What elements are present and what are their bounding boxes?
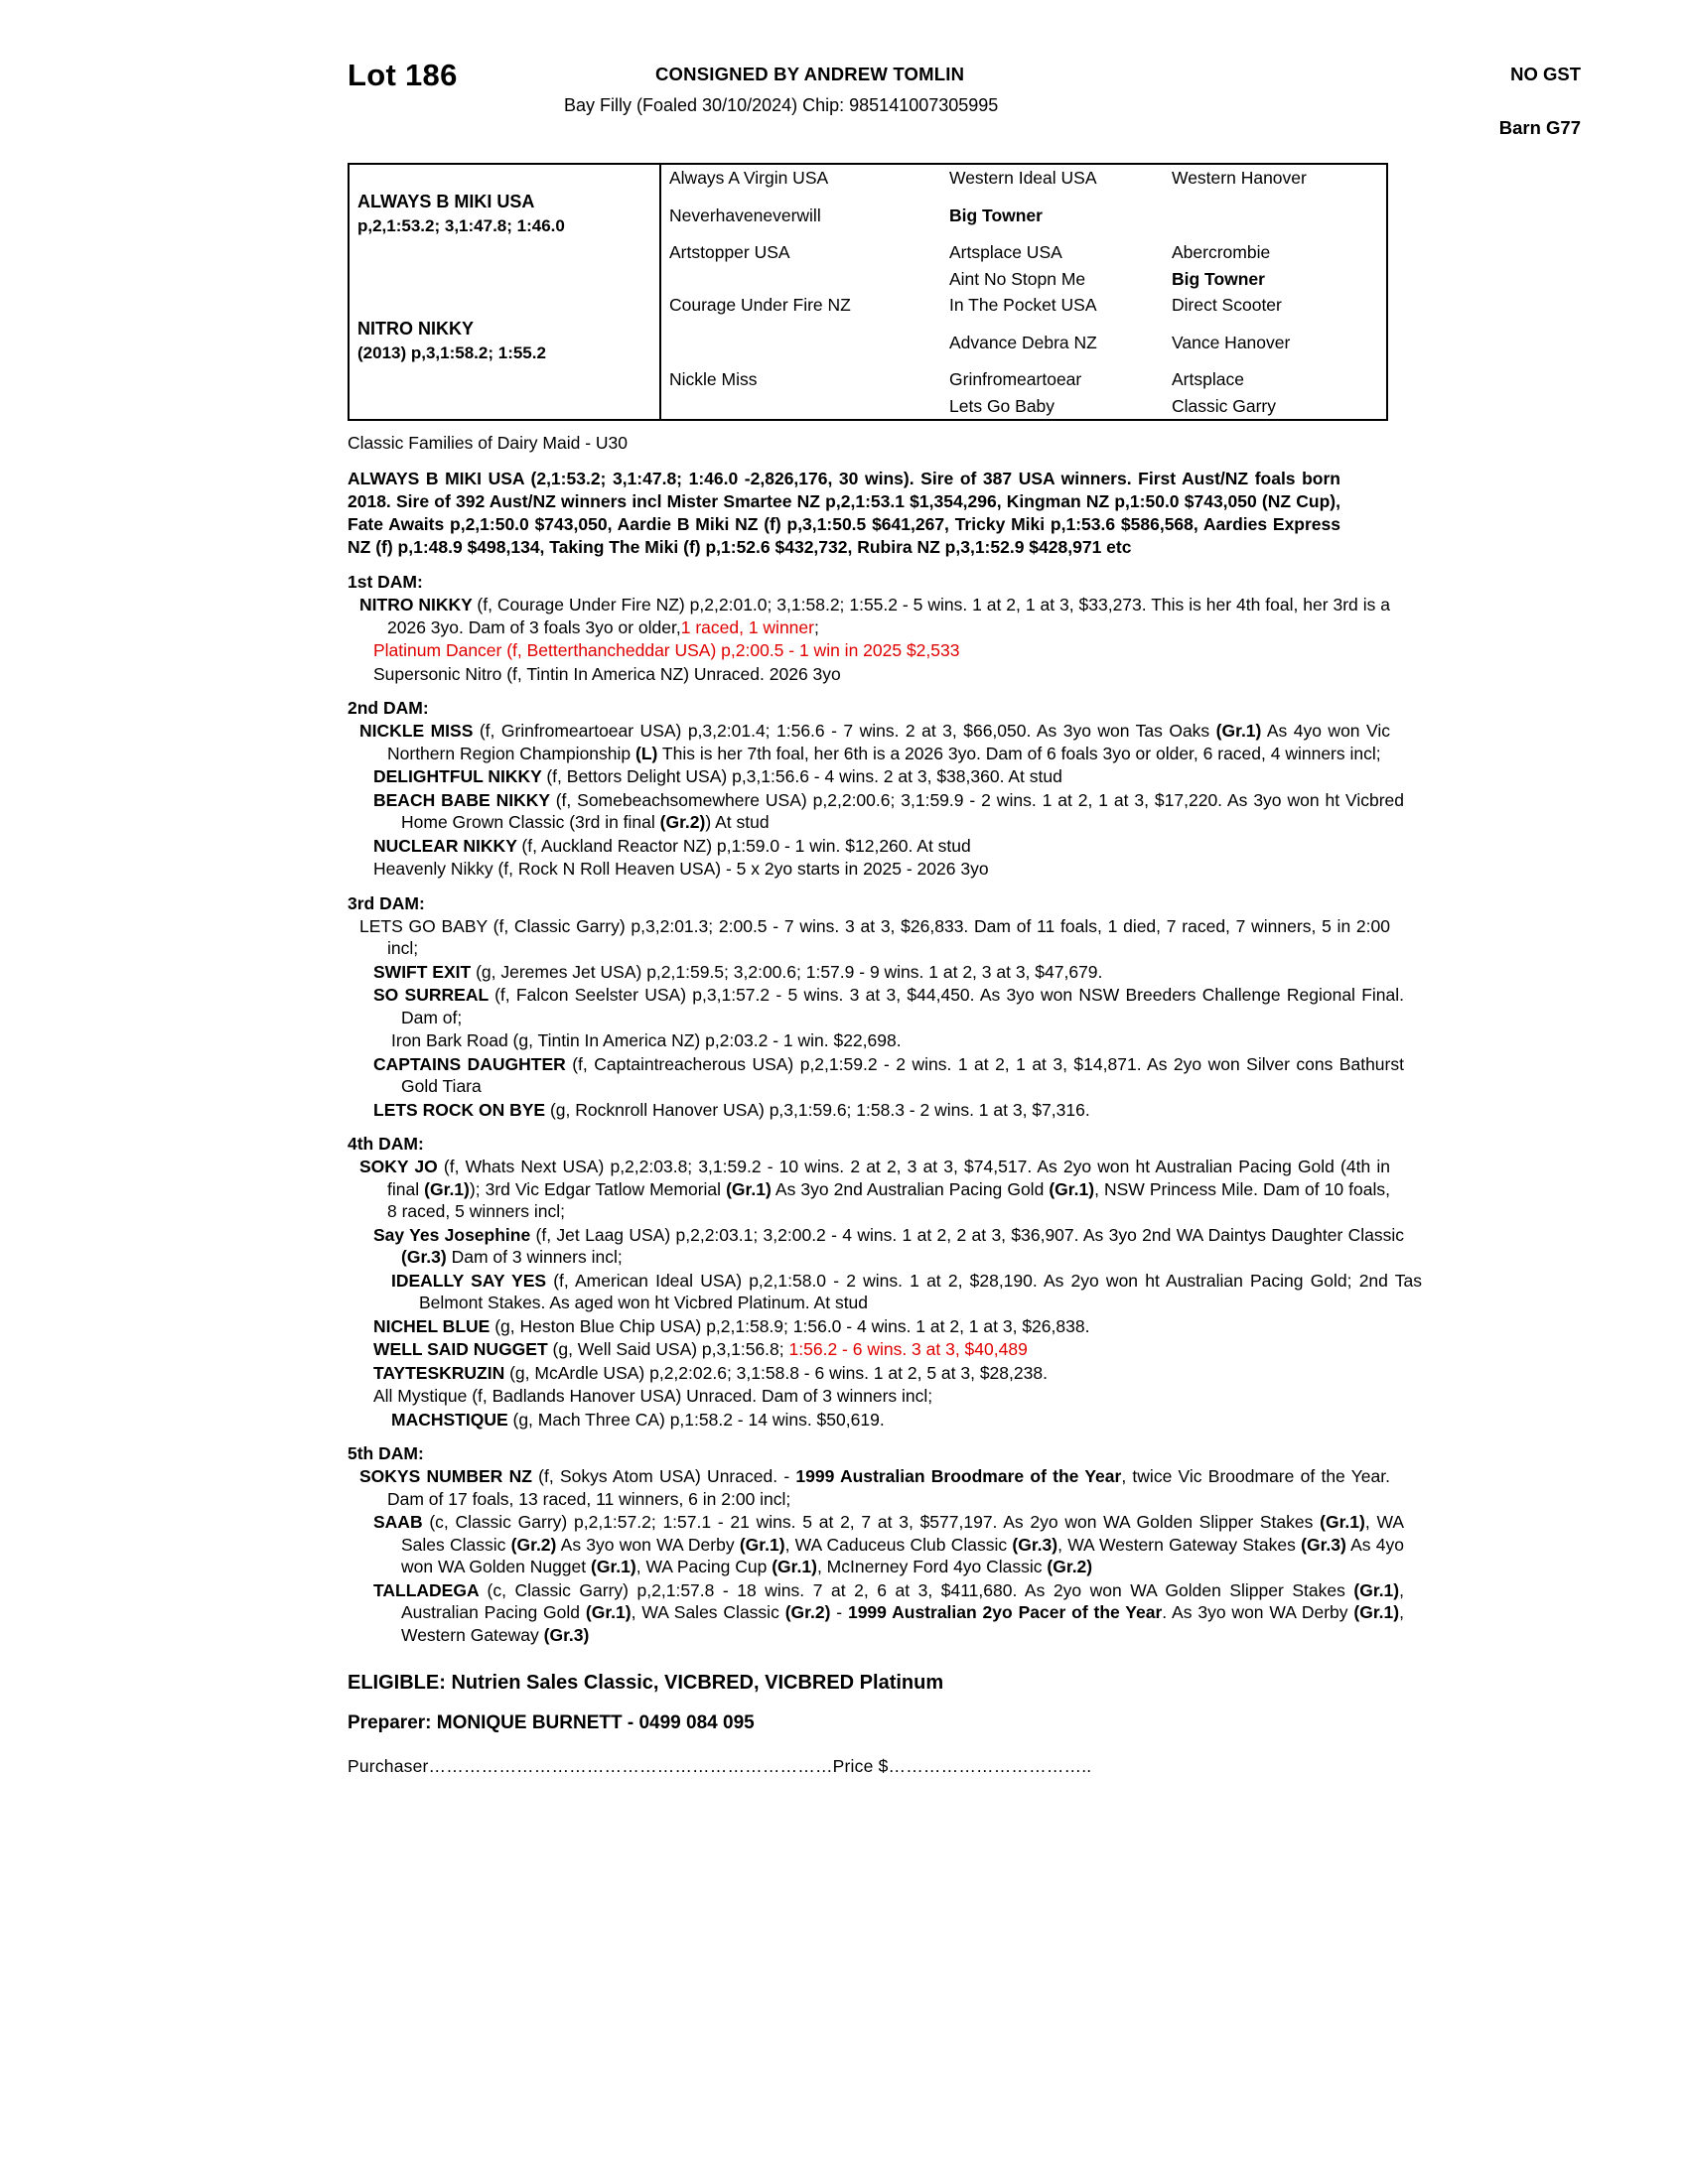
entry-segment: (Gr.1) xyxy=(585,1602,632,1622)
entry-segment: (L) xyxy=(635,743,658,763)
sire-gen2-2: Artstopper USA xyxy=(669,242,790,262)
entry-segment: (Gr.3) xyxy=(543,1624,590,1645)
entry-segment: (g, Heston Blue Chip USA) p,2,1:58.9; 1:56.0 - 4 wins. 1 at 2, 1 at 3, $26,838. xyxy=(494,1315,1090,1336)
entry-segment: (Gr.1) xyxy=(726,1178,772,1199)
entry-segment: As 3yo won WA Derby xyxy=(556,1534,740,1555)
entry-segment: - xyxy=(830,1602,848,1622)
entry-segment: NITRO NIKKY xyxy=(359,595,478,614)
table-row xyxy=(349,164,1387,203)
entry-segment: SAAB xyxy=(373,1512,430,1532)
entry-segment: Heavenly Nikky (f, Rock N Roll Heaven USA) - 5 x 2yo starts in 2025 - 2026 3yo xyxy=(373,859,989,879)
entry-segment: 1999 Australian Broodmare of the Year xyxy=(795,1466,1122,1486)
sire-gen2-1: Always A Virgin USA xyxy=(669,168,829,188)
horse-description: Bay Filly (Foaled 30/10/2024) Chip: 985141007305995 xyxy=(564,95,999,115)
dam-heading: 2nd DAM: xyxy=(348,698,429,718)
entry-segment: NICHEL BLUE xyxy=(373,1315,495,1336)
entry-segment: (f, Somebeachsomewhere USA) p,2,2:00.6; 3,1:59.9 - 2 wins. 1 at 2, 1 at 3, $17,220. As 3yo won ht Vicbred Home Grown Classic (3rd in final xyxy=(401,789,1404,832)
pedigree-entry xyxy=(367,765,1404,788)
pedigree-entry xyxy=(367,1511,1404,1578)
pedigree-entry xyxy=(367,1099,1404,1122)
entry-segment: Say Yes Josephine xyxy=(373,1224,536,1245)
entry-segment: TAYTESKRUZIN xyxy=(373,1362,510,1383)
entry-segment: WELL SAID NUGGET xyxy=(373,1339,553,1359)
entry-segment: (f, Jet Laag USA) p,2,2:03.1; 3,2:00.2 - 4 wins. 1 at 2, 2 at 3, $36,907. As 3yo 2nd WA Daintys Daughter Classic xyxy=(535,1224,1404,1245)
dam-name: NITRO NIKKY xyxy=(357,319,474,339)
entry-segment: As 4yo won WA Golden Nugget xyxy=(401,1534,1404,1576)
table-row xyxy=(349,239,1387,266)
entry-segment: , WA Pacing Cup xyxy=(635,1557,773,1576)
entry-segment: ) At stud xyxy=(705,812,770,832)
entry-segment: , McInerney Ford 4yo Classic xyxy=(816,1557,1048,1576)
pedigree-entry xyxy=(353,915,1390,960)
pedigree-entry xyxy=(353,594,1390,638)
dam-gen4-1: Direct Scooter xyxy=(1172,295,1282,315)
entry-segment: (f, Whats Next USA) p,2,2:03.8; 3,1:59.2 - 10 wins. 2 at 2, 3 at 3, $74,517. As 2yo won ht Australian Pacing Gold (4th in final xyxy=(387,1157,1390,1199)
entry-segment: 1 raced, 1 winner xyxy=(680,616,814,637)
pedigree-entry xyxy=(367,1053,1404,1098)
dam-blank-cell xyxy=(349,366,660,420)
sire-name: ALWAYS B MIKI USA xyxy=(357,192,535,211)
pedigree-table xyxy=(348,163,1388,421)
dam-heading: 1st DAM: xyxy=(348,572,423,592)
entry-segment: , twice Vic Broodmare of the Year. Dam of 17 foals, 13 raced, 11 winners, 6 in 2:00 incl; xyxy=(387,1466,1390,1509)
pedigree-entry xyxy=(367,961,1404,984)
dam-heading: 3rd DAM: xyxy=(348,892,425,913)
entry-segment: NUCLEAR NIKKY xyxy=(373,835,522,856)
consignor-line: CONSIGNED BY ANDREW TOMLIN xyxy=(655,64,965,84)
entry-segment: SOKYS NUMBER NZ xyxy=(359,1466,539,1486)
pedigree-entry xyxy=(367,1338,1404,1361)
sire-gen4-3: Abercrombie xyxy=(1172,242,1271,262)
pedigree-entry xyxy=(353,1465,1390,1510)
entry-segment: Platinum Dancer (f, Betterthancheddar USA) p,2:00.5 - 1 win in 2025 $2,533 xyxy=(373,640,960,660)
dam-gen3-1: In The Pocket USA xyxy=(949,295,1097,315)
entry-segment: (Gr.2) xyxy=(659,812,706,832)
pedigree-entry xyxy=(367,1362,1404,1385)
entry-segment: (f, Captaintreacherous USA) p,2,1:59.2 - 2 wins. 1 at 2, 1 at 3, $14,871. As 2yo won Silver cons Bathurst Gold Tiara xyxy=(401,1053,1404,1096)
entry-segment: MACHSTIQUE xyxy=(391,1409,513,1430)
entry-segment: (g, Well Said USA) p,3,1:56.8; xyxy=(552,1339,789,1359)
dam-cell xyxy=(349,292,660,366)
sire-times: p,2,1:53.2; 3,1:47.8; 1:46.0 xyxy=(357,215,565,235)
sire-gen4-2: Big Towner xyxy=(949,205,1043,225)
entry-segment: (Gr.2) xyxy=(784,1602,831,1622)
entry-segment: (f, Falcon Seelster USA) p,3,1:57.2 - 5 wins. 3 at 3, $44,450. As 3yo won NSW Breeders Challenge Regional Final. Dam of; xyxy=(401,985,1405,1027)
gst-status: NO GST xyxy=(1510,64,1581,84)
pedigree-entry xyxy=(353,720,1390,764)
dam-gen3-3: Grinfromeartoear xyxy=(949,369,1082,389)
entry-segment: NICKLE MISS xyxy=(359,721,480,741)
pedigree-entry xyxy=(385,1270,1422,1314)
sire-gen4-4: Big Towner xyxy=(1172,268,1265,289)
eligibility-line: ELIGIBLE: Nutrien Sales Classic, VICBRED, VICBRED Platinum xyxy=(348,1672,944,1694)
entry-segment: This is her 7th foal, her 6th is a 2026 3yo. Dam of 6 foals 3yo or older, 6 raced, 4 winners incl; xyxy=(657,743,1381,763)
entry-segment: , WA Sales Classic xyxy=(631,1602,785,1622)
pedigree-entry xyxy=(367,1385,1404,1408)
entry-segment: (f, American Ideal USA) p,2,1:58.0 - 2 wins. 1 at 2, $28,190. As 2yo won ht Australian Pacing Gold; 2nd Tas Belmont Stakes. As aged won ht Vicbred Platinum. At stud xyxy=(419,1270,1422,1312)
entry-segment: LETS GO BABY (f, Classic Garry) p,3,2:01.3; 2:00.5 - 7 wins. 3 at 3, $26,833. Dam of 11 foals, 1 died, 7 raced, 7 winners, 5 in 2:00 incl; xyxy=(359,915,1390,958)
dam-gen3-4: Lets Go Baby xyxy=(949,395,1055,416)
entry-segment: LETS ROCK ON BYE xyxy=(373,1099,550,1120)
entry-segment: SWIFT EXIT xyxy=(373,961,477,982)
entry-segment: (Gr.3) xyxy=(1301,1534,1346,1555)
table-row xyxy=(349,292,1387,330)
preparer-line: Preparer: MONIQUE BURNETT - 0499 084 095 xyxy=(348,1712,755,1733)
barn-number: Barn G77 xyxy=(1498,117,1581,138)
sire-gen3-3: Artsplace USA xyxy=(949,242,1062,262)
pedigree-entry xyxy=(367,984,1404,1028)
entry-segment: All Mystique (f, Badlands Hanover USA) Unraced. Dam of 3 winners incl; xyxy=(373,1386,933,1406)
pedigree-entry xyxy=(367,789,1404,834)
classic-families-line: Classic Families of Dairy Maid - U30 xyxy=(348,433,629,453)
pedigree-entry xyxy=(367,858,1404,881)
entry-segment: As 3yo 2nd Australian Pacing Gold xyxy=(771,1178,1050,1199)
entry-segment: (Gr.1) xyxy=(772,1557,817,1576)
dam-gen2-1: Courage Under Fire NZ xyxy=(669,295,851,315)
entry-segment: (c, Classic Garry) p,2,1:57.2; 1:57.1 - 21 wins. 5 at 2, 7 at 3, $577,197. As 2yo won WA Golden Slipper Stakes xyxy=(429,1512,1321,1532)
dam-heading: 5th DAM: xyxy=(348,1443,424,1463)
dam-gen4-4: Classic Garry xyxy=(1172,395,1277,416)
entry-segment: (Gr.1) xyxy=(424,1178,470,1199)
entry-segment: IDEALLY SAY YES xyxy=(391,1270,554,1291)
entry-segment: (f, Bettors Delight USA) p,3,1:56.6 - 4 wins. 2 at 3, $38,360. At stud xyxy=(546,766,1062,786)
entry-segment: 1999 Australian 2yo Pacer of the Year xyxy=(847,1602,1163,1622)
lot-number: Lot 186 xyxy=(348,58,458,92)
entry-segment: SOKY JO xyxy=(359,1157,444,1176)
sire-summary: ALWAYS B MIKI USA (2,1:53.2; 3,1:47.8; 1:46.0 -2,826,176, 30 wins). Sire of 387 USA winners. First Aust/NZ foals born 2018. Sire of 392 Aust/NZ winners incl Mister Smartee NZ p,2,1:53.1 $1,354,296, Kingman NZ p,1:50.0 $743,050 (NZ Cup), Fate Awaits p,2,1:50.0 $743,050, Aardie B Miki NZ (f) p,3,1:50.5 $641,267, Tricky Miki p,1:53.6 $586,568, Aardies Express NZ (f) p,1:48.9 $498,134, Taking The Miki (f) p,1:52.6 $432,732, Rubira NZ p,3,1:52.9 $428,971 etc xyxy=(348,469,1340,557)
entry-segment: (g, Rocknroll Hanover USA) p,3,1:59.6; 1:58.3 - 2 wins. 1 at 3, $7,316. xyxy=(549,1099,1090,1120)
entry-segment: (c, Classic Garry) p,2,1:57.8 - 18 wins. 7 at 2, 6 at 3, $411,680. As 2yo won WA Golden Slipper Stakes xyxy=(487,1579,1354,1600)
entry-segment: As 4yo won Vic Northern Region Championship xyxy=(387,721,1390,763)
dam-heading: 4th DAM: xyxy=(348,1134,424,1154)
entry-segment: (g, McArdle USA) p,2,2:02.6; 3,1:58.8 - 6 wins. 1 at 2, 5 at 3, $28,238. xyxy=(509,1362,1048,1383)
entry-segment: (Gr.1) xyxy=(1353,1579,1400,1600)
entry-segment: BEACH BABE NIKKY xyxy=(373,789,556,810)
entry-segment: (Gr.2) xyxy=(510,1534,557,1555)
sire-blank-cell xyxy=(349,239,660,292)
pedigree-entry xyxy=(367,1224,1404,1269)
entry-segment: ; xyxy=(813,616,819,637)
entry-segment: (Gr.3) xyxy=(1012,1534,1058,1555)
entry-segment: TALLADEGA xyxy=(373,1579,488,1600)
entry-segment: . As 3yo won WA Derby xyxy=(1162,1602,1354,1622)
sire-gen3-4: Aint No Stopn Me xyxy=(949,268,1086,289)
sire-cell xyxy=(349,164,660,239)
pedigree-entry xyxy=(367,1315,1404,1338)
entry-segment: DELIGHTFUL NIKKY xyxy=(373,766,547,786)
entry-segment: SO SURREAL xyxy=(373,985,495,1005)
entry-segment: (f, Sokys Atom USA) Unraced. - xyxy=(538,1466,796,1486)
pedigree-entry xyxy=(367,835,1404,858)
dam-gen4-3: Artsplace xyxy=(1172,369,1244,389)
dam-gen4-2: Vance Hanover xyxy=(1172,332,1291,352)
entry-segment: (g, Jeremes Jet USA) p,2,1:59.5; 3,2:00.6; 1:57.9 - 9 wins. 1 at 2, 3 at 3, $47,679. xyxy=(476,961,1103,982)
sire-gen4-1: Western Hanover xyxy=(1172,168,1307,188)
entry-segment: , Australian Pacing Gold xyxy=(401,1579,1404,1622)
entry-segment: Iron Bark Road (g, Tintin In America NZ) p,2:03.2 - 1 win. $22,698. xyxy=(391,1030,902,1050)
sire-gen3-2: Neverhaveneverwill xyxy=(669,205,821,225)
dam-gen2-2: Nickle Miss xyxy=(669,369,758,389)
entry-segment: (f, Courage Under Fire NZ) p,2,2:01.0; 3,1:58.2; 1:55.2 - 5 wins. 1 at 2, 1 at 3, $33,273. This is her 4th foal, her 3rd is a 2026 3yo. Dam of 3 foals 3yo or older, xyxy=(387,595,1390,637)
entry-segment: (Gr.1) xyxy=(591,1557,636,1576)
entry-segment: , Western Gateway xyxy=(401,1602,1404,1645)
entry-segment: (Gr.1) xyxy=(1049,1178,1095,1199)
page-header xyxy=(348,48,1593,157)
entry-segment: (Gr.1) xyxy=(1215,721,1262,741)
pedigree-entry xyxy=(385,1409,1422,1432)
pedigree-table-wrapper xyxy=(348,163,1331,421)
entry-segment: CAPTAINS DAUGHTER xyxy=(373,1053,573,1074)
entry-segment: (g, Mach Three CA) p,1:58.2 - 14 wins. $50,619. xyxy=(512,1409,885,1430)
entry-segment: (Gr.1) xyxy=(739,1534,785,1555)
entry-segment: , NSW Princess Mile. Dam of 10 foals, 8 raced, 5 winners incl; xyxy=(387,1178,1390,1221)
purchaser-line: Purchaser……………………………………………………………Price $…………………………….. xyxy=(348,1756,1092,1776)
entry-segment: (f, Auckland Reactor NZ) p,1:59.0 - 1 win. $12,260. At stud xyxy=(521,835,971,856)
entry-segment: Dam of 3 winners incl; xyxy=(446,1247,623,1267)
dam-gen3-2: Advance Debra NZ xyxy=(949,332,1097,352)
entry-segment: 1:56.2 - 6 wins. 3 at 3, $40,489 xyxy=(788,1339,1028,1359)
dam-sections xyxy=(348,572,1593,1646)
entry-segment: (Gr.3) xyxy=(401,1247,447,1267)
entry-segment: ); 3rd Vic Edgar Tatlow Memorial xyxy=(469,1178,727,1199)
pedigree-entry xyxy=(385,1029,1422,1052)
entry-segment: Supersonic Nitro (f, Tintin In America NZ) Unraced. 2026 3yo xyxy=(373,663,841,684)
entry-segment: (f, Grinfromeartoear USA) p,3,2:01.4; 1:56.6 - 7 wins. 2 at 3, $66,050. As 3yo won Tas Oaks xyxy=(479,721,1216,741)
entry-segment: , WA Sales Classic xyxy=(401,1512,1405,1555)
table-row xyxy=(349,366,1387,393)
entry-segment: (Gr.2) xyxy=(1047,1557,1093,1576)
entry-segment: (Gr.1) xyxy=(1353,1602,1400,1622)
pedigree-entry xyxy=(367,663,1404,686)
entry-segment: , WA Caduceus Club Classic xyxy=(784,1534,1013,1555)
entry-segment: , WA Western Gateway Stakes xyxy=(1057,1534,1302,1555)
dam-times: (2013) p,3,1:58.2; 1:55.2 xyxy=(357,342,546,362)
sire-gen3-1: Western Ideal USA xyxy=(949,168,1097,188)
entry-segment: (Gr.1) xyxy=(1320,1512,1365,1532)
pedigree-entry xyxy=(353,1156,1390,1223)
pedigree-entry xyxy=(367,1579,1404,1647)
pedigree-entry xyxy=(367,639,1404,662)
